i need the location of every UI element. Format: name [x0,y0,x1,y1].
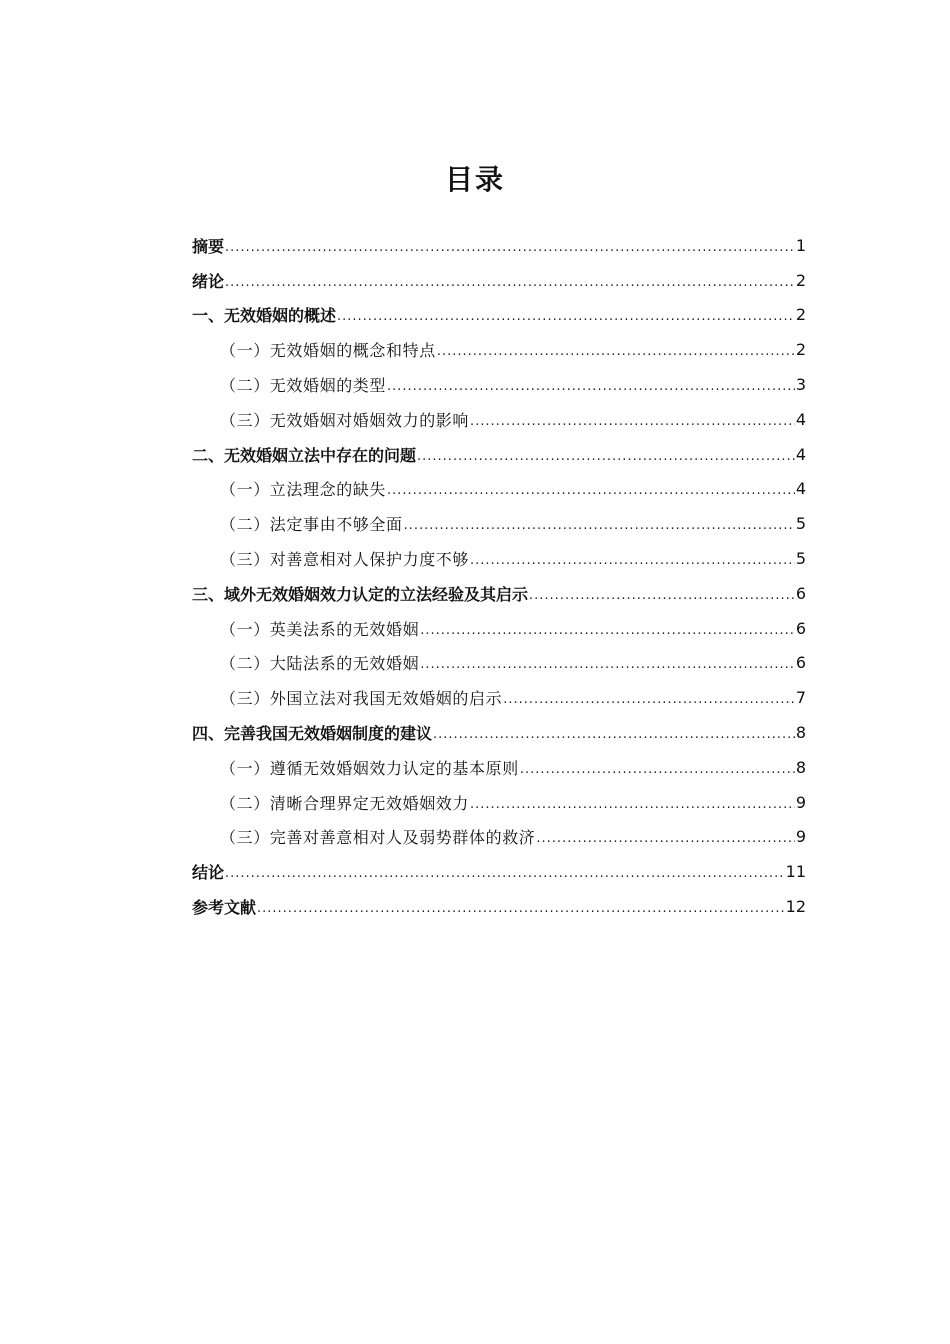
toc-entry[interactable] [192,332,806,367]
toc-entry-label: （二）法定事由不够全面 [220,515,403,535]
toc-entry-label: （一）遵循无效婚姻效力认定的基本原则 [220,758,519,778]
toc-entry[interactable] [192,472,806,507]
toc-entry-label: （一）立法理念的缺失 [220,480,387,500]
toc-dot-leader [420,623,795,638]
toc-entry-page-number: 8 [795,757,806,777]
toc-entry-page-number: 6 [795,583,806,603]
toc-entry-label: 绪论 [192,271,225,291]
toc-entry[interactable] [192,680,806,715]
table-of-contents [192,228,806,924]
toc-entry-label: （一）英美法系的无效婚姻 [220,619,420,639]
toc-dot-leader [470,553,795,568]
toc-entry-page-number: 7 [795,688,806,708]
toc-dot-leader [437,344,795,359]
toc-entry-label: （三）无效婚姻对婚姻效力的影响 [220,410,470,430]
toc-entry-label: （三）对善意相对人保护力度不够 [220,550,470,570]
toc-dot-leader [536,831,794,846]
toc-entry[interactable] [192,228,806,263]
toc-entry-label: 二、无效婚姻立法中存在的问题 [192,445,417,465]
toc-entry[interactable] [192,646,806,681]
toc-entry-page-number: 8 [795,723,806,743]
toc-entry-page-number: 5 [795,514,806,534]
toc-dot-leader [225,866,785,881]
toc-entry-label: （三）完善对善意相对人及弱势群体的救济 [220,828,536,848]
toc-dot-leader [387,379,795,394]
toc-entry-label: 四、完善我国无效婚姻制度的建议 [192,724,433,744]
toc-dot-leader [404,518,795,533]
toc-entry[interactable] [192,611,806,646]
toc-entry[interactable] [192,402,806,437]
toc-dot-leader [420,657,795,672]
page-title: 目录 [444,163,505,196]
toc-dot-leader [520,762,795,777]
toc-entry-page-number: 2 [795,305,806,325]
toc-dot-leader [225,240,795,255]
toc-dot-leader [337,309,795,324]
toc-entry-label: 结论 [192,863,225,883]
toc-entry-page-number: 2 [795,340,806,360]
toc-dot-leader [529,588,795,603]
toc-entry-page-number: 6 [795,618,806,638]
toc-entry-label: 摘要 [192,236,225,256]
toc-entry[interactable] [192,437,806,472]
toc-entry-label: （二）大陆法系的无效婚姻 [220,654,420,674]
toc-entry[interactable] [192,367,806,402]
toc-entry-label: （三）外国立法对我国无效婚姻的启示 [220,689,503,709]
toc-dot-leader [433,727,795,742]
toc-entry-label: （二）无效婚姻的类型 [220,376,387,396]
toc-entry-page-number: 4 [795,444,806,464]
toc-entry-page-number: 9 [795,792,806,812]
toc-entry[interactable] [192,263,806,298]
toc-dot-leader [257,901,785,916]
toc-entry-page-number: 6 [795,653,806,673]
toc-entry-page-number: 4 [795,409,806,429]
toc-entry[interactable] [192,750,806,785]
toc-entry-label: 参考文献 [192,898,257,918]
toc-entry-page-number: 11 [785,862,806,882]
toc-entry-label: 一、无效婚姻的概述 [192,306,337,326]
toc-entry-page-number: 4 [795,479,806,499]
toc-entry[interactable] [192,576,806,611]
toc-dot-leader [470,797,795,812]
toc-dot-leader [225,275,795,290]
toc-entry[interactable] [192,506,806,541]
toc-entry[interactable] [192,715,806,750]
toc-dot-leader [387,483,795,498]
toc-entry-label: （一）无效婚姻的概念和特点 [220,341,436,361]
toc-entry[interactable] [192,541,806,576]
toc-entry-page-number: 3 [795,375,806,395]
toc-entry-page-number: 12 [785,897,806,917]
toc-entry[interactable] [192,889,806,924]
toc-entry-page-number: 5 [795,549,806,569]
toc-entry[interactable] [192,820,806,855]
toc-dot-leader [470,414,795,429]
toc-entry-page-number: 2 [795,270,806,290]
toc-entry-label: （二）清晰合理界定无效婚姻效力 [220,793,470,813]
toc-dot-leader [417,449,795,464]
toc-entry-page-number: 1 [795,235,806,255]
toc-entry[interactable] [192,854,806,889]
toc-entry-page-number: 9 [795,827,806,847]
toc-entry-label: 三、域外无效婚姻效力认定的立法经验及其启示 [192,584,529,604]
toc-entry[interactable] [192,298,806,333]
toc-entry[interactable] [192,785,806,820]
toc-dot-leader [503,692,795,707]
